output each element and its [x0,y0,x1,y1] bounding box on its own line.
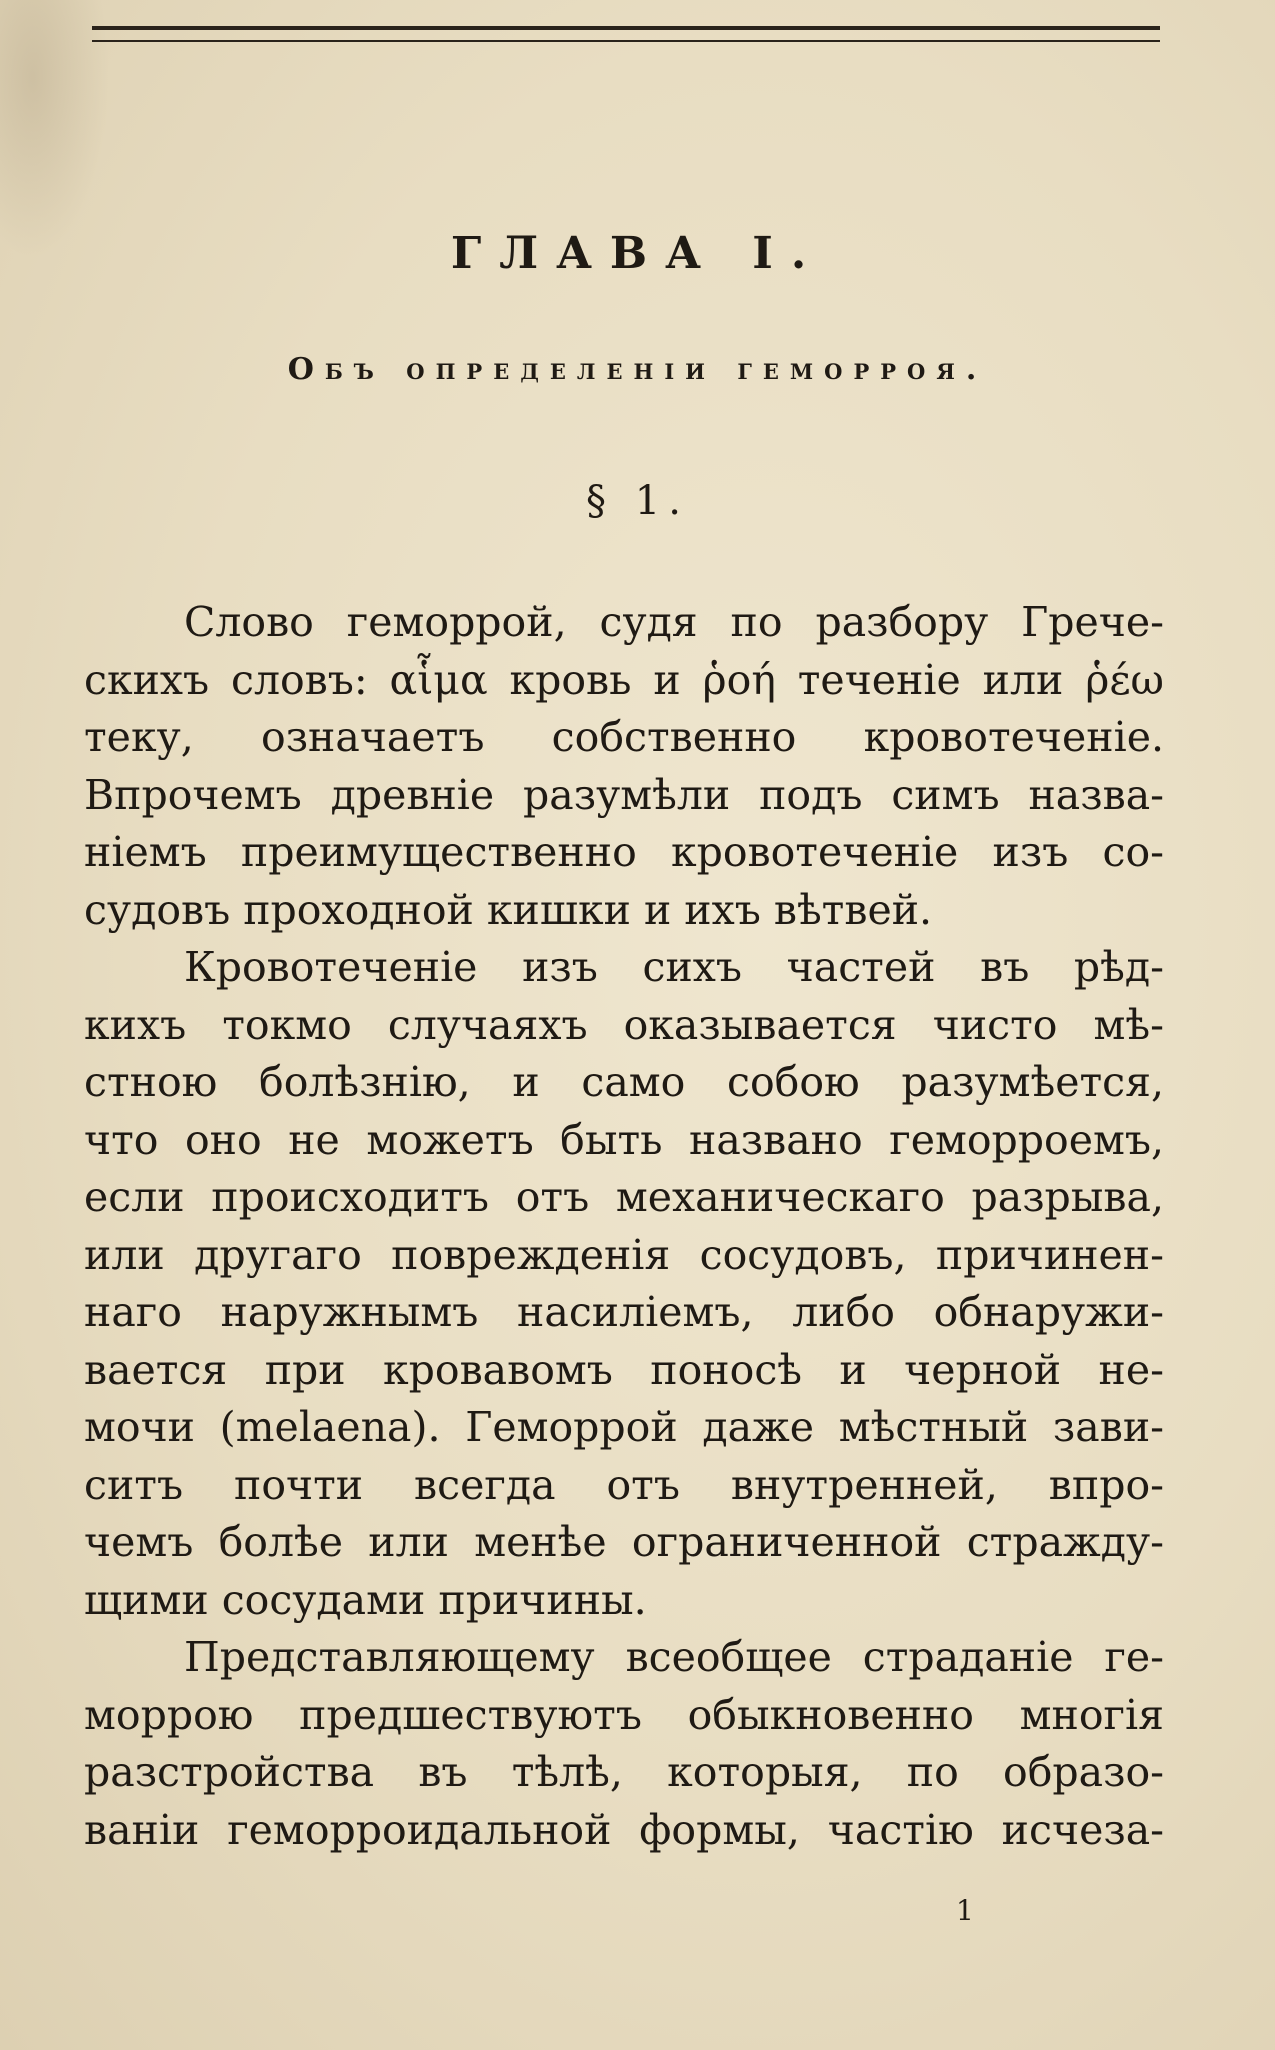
text-line: мочи (melaena). Геморрой даже мѣстный зави- [84,1403,1164,1451]
text-line: разстройства въ тѣлѣ, которыя, по образо- [84,1748,1164,1796]
text-line: Слово геморрой, судя по разбору Грече- [184,598,1164,646]
text-line: ситъ почти всегда отъ внутренней, впро- [84,1460,1164,1509]
text-line: что оно не можетъ быть названо геморроемъ, [84,1115,1164,1164]
text-line: вается при кровавомъ поносѣ и черной не- [84,1345,1164,1394]
header-rule [92,26,1160,42]
text-line: ваніи геморроидальной формы, частію исчеза- [84,1805,1164,1854]
section-mark: § 1. [586,478,689,524]
text-line: или другаго поврежденія сосудовъ, причинен- [84,1230,1164,1279]
text-line: чемъ болѣе или менѣе ограниченной стражду- [84,1518,1164,1566]
text-line: судовъ проходной кишки и ихъ вѣтвей. [84,885,933,934]
text-line: если происходитъ отъ механическаго разрыва, [84,1173,1164,1221]
text-line: моррою предшествуютъ обыкновенно многія [84,1690,1164,1739]
text-line: Впрочемъ древніе разумѣли подъ симъ назва- [84,770,1164,819]
page-signature: 1 [956,1894,974,1927]
text-line: Представляющему всеобщее страданіе ге- [184,1633,1164,1681]
text-line: наго наружнымъ насиліемъ, либо обнаружи- [84,1288,1164,1336]
text-line: кихъ токмо случаяхъ оказывается чисто мѣ- [84,1000,1164,1049]
text-line: теку, означаетъ собственно кровотеченіе. [84,713,1164,761]
text-line: Кровотеченіе изъ сихъ частей въ рѣд- [184,943,1164,991]
text-line: ніемъ преимущественно кровотеченіе изъ со- [84,828,1164,876]
chapter-subtitle: Объ определеніи геморроя. [287,352,988,387]
text-line: стною болѣзнію, и само собою разумѣется, [84,1058,1164,1106]
chapter-title: ГЛАВА I. [450,228,825,279]
text-line: щими сосудами причины. [84,1575,647,1624]
text-line: скихъ словъ: αἷμα кровь и ῥοή теченіе или ῥέω [84,655,1164,704]
body-text [84,594,1164,1859]
